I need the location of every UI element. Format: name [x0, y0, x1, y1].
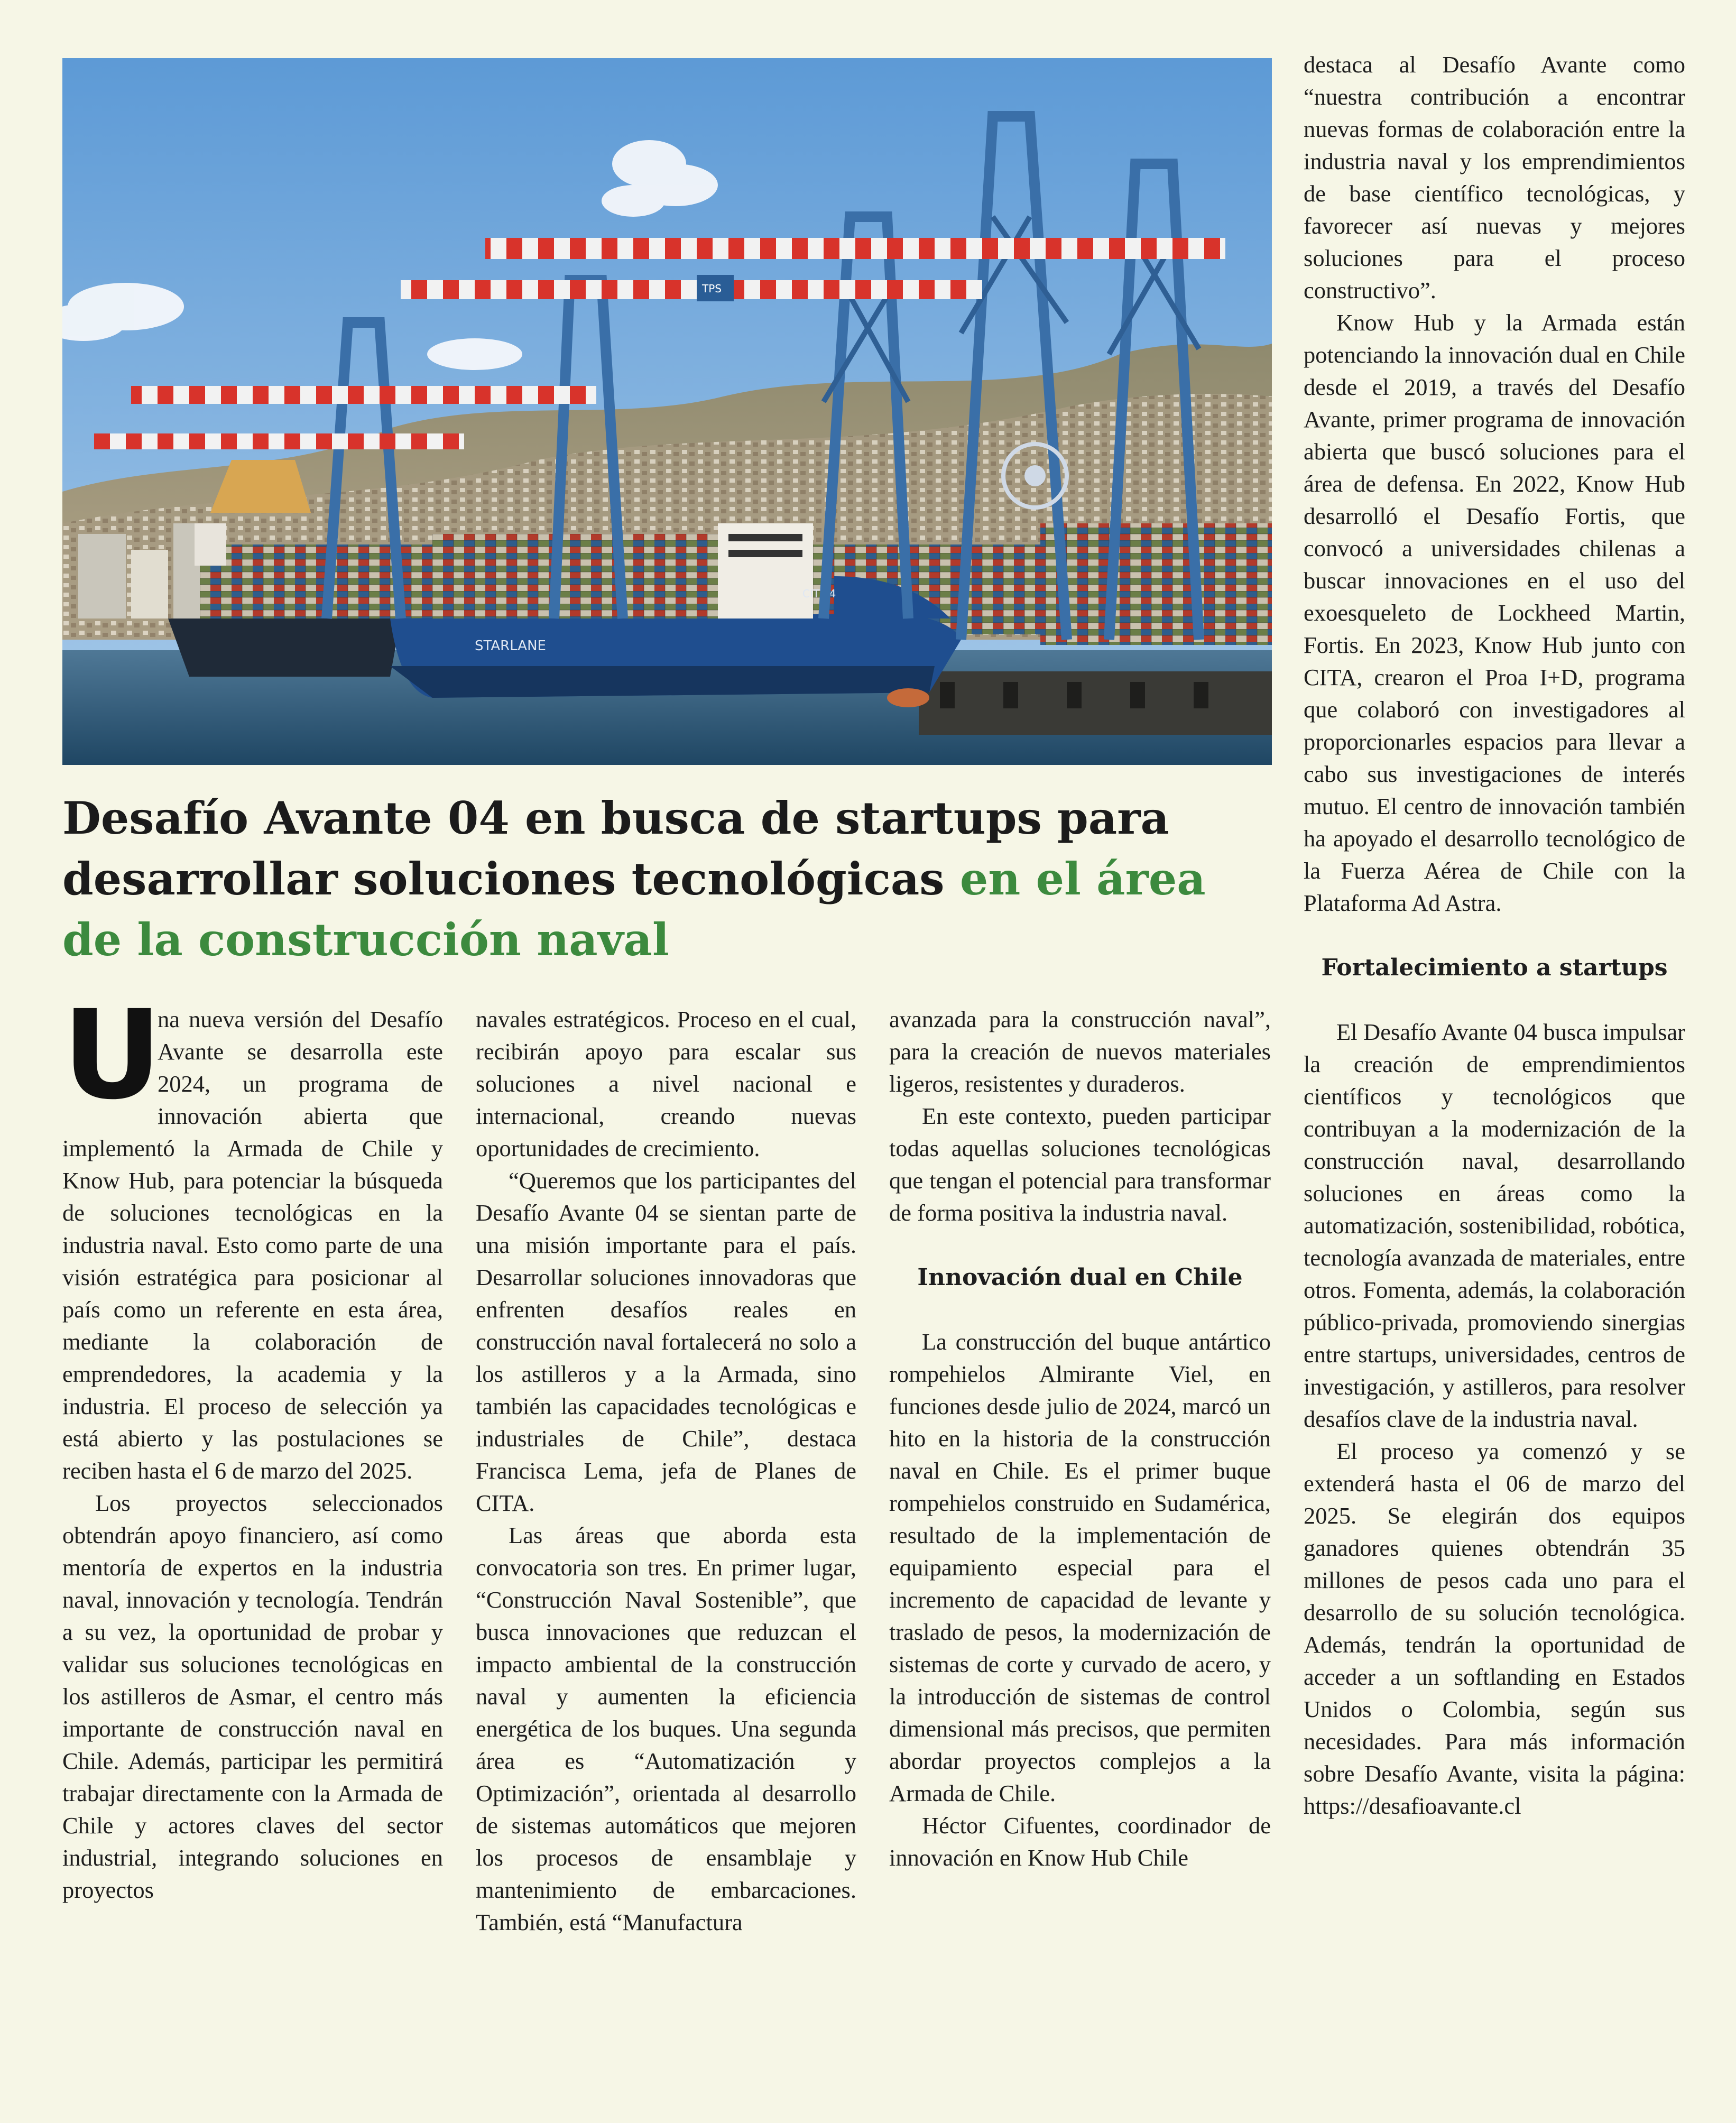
paragraph: Los proyectos seleccionados obtendrán apoyo financiero, así como mentoría de expertos en la industria naval, innovación y tecnología. Tendrán a su vez, la oportunidad de probar y validar sus soluciones tecnológicas en los astilleros de Asmar, el centro más importante de construcción naval en Chile. Además, participar les permitirá trabajar directamente con la Armada de Chile y actores claves del sector industrial, integrando soluciones en proyectos	[62, 1490, 443, 1903]
paragraph: La construcción del buque antártico rompehielos Almirante Viel, en funciones desde julio de 2024, marcó un hito en la historia de la construcción naval en Chile. Es el primer buque rompehielos construido en Sudamérica, resultado de la implementación de equipamiento especial para el incremento de capacidad de levante y traslado de pesos, la modernización de sistemas de corte y curvado de acero, y la introducción de sistemas de control dimensional más precisos, que permiten abordar proyectos complejos a la Armada de Chile.	[889, 1328, 1271, 1806]
crane-badge: TPS	[702, 282, 722, 295]
article-column-4	[1304, 49, 1685, 1822]
article-headline	[62, 788, 1278, 970]
port-photo	[62, 58, 1272, 765]
container-port-illustration	[62, 58, 1272, 765]
paragraph: destaca al Desafío Avante como “nuestra contribución a encontrar nuevas formas de colaboración entre la industria naval y los emprendimientos de base científico tecnológicas, y favorecer así nuevas y mejores soluciones para el proceso constructivo”.	[1304, 51, 1685, 303]
paragraph: Las áreas que aborda esta convocatoria son tres. En primer lugar, “Construcción Naval Sostenible”, que busca innovaciones que reduzcan el impacto ambiental de la construcción naval y aumenten la eficiencia energética de los buques. Una segunda área es “Automatización y Optimización”, orientada al desarrollo de sistemas automáticos que mejoren los procesos de ensamblaje y mantenimiento de embarcaciones. También, está “Manufactura	[476, 1522, 856, 1935]
paragraph: Héctor Cifuentes, coordinador de innovación en Know Hub Chile	[889, 1812, 1271, 1871]
headline-main: Desafío Avante 04 en busca de startups para desarrollar soluciones tecnológicas	[62, 792, 1169, 905]
article-column-3	[889, 1003, 1271, 1874]
subheading-fortalecimiento: Fortalecimiento a startups	[1321, 954, 1668, 981]
paragraph: El proceso ya comenzó y se extenderá hasta el 06 de marzo del 2025. Se elegirán dos equipos ganadores quienes obtendrán 35 millones de pesos cada uno para el desarrollo de su solución tecnológica. Además, tendrán la oportunidad de acceder a un softlanding en Estados Unidos o Colombia, según sus necesidades. Para más información sobre Desafío Avante, visita la página: https://desafioavante.cl	[1304, 1438, 1685, 1819]
paragraph: avanzada para la construcción naval”, para la creación de nuevos materiales ligeros, resistentes y duraderos.	[889, 1006, 1271, 1097]
hull-name: STARLANE	[475, 638, 546, 654]
headline-accent: en el área de la construcción naval	[62, 853, 1206, 966]
bow-name: CITY 4	[802, 587, 836, 600]
paragraph: En este contexto, pueden participar todas aquellas soluciones tecnológicas que tengan el potencial para transformar de forma positiva la industria naval.	[889, 1103, 1271, 1226]
paragraph: navales estratégicos. Proceso en el cual, recibirán apoyo para escalar sus soluciones a nivel nacional e internacional, creando nuevas oportunidades de crecimiento.	[476, 1006, 856, 1161]
article-column-1	[62, 984, 443, 1906]
paragraph: Know Hub y la Armada están potenciando la innovación dual en Chile desde el 2019, a través del Desafío Avante, primer programa de innovación abierta que buscó soluciones para el área de defensa. En 2022, Know Hub desarrolló el Desafío Fortis, que convocó a universidades chilenas a buscar innovaciones en el uso del exoesqueleto de Lockheed Martin, Fortis. En 2023, Know Hub junto con CITA, crearon el Proa I+D, programa que colaboró con investigadores al proporcionarles espacios para llevar a cabo sus investigaciones de interés mutuo. El centro de innovación también ha apoyado el desarrollo tecnológico de la Fuerza Aérea de Chile con la Plataforma Ad Astra.	[1304, 309, 1685, 916]
article-column-2	[476, 1003, 856, 1939]
drop-cap: U	[62, 984, 162, 1127]
subheading-innovacion-dual: Innovación dual en Chile	[917, 1264, 1243, 1291]
paragraph: El Desafío Avante 04 busca impulsar la creación de emprendimientos científicos y tecnológicos que contribuyan a la modernización de la construcción naval, desarrollando soluciones en áreas como la automatización, sostenibilidad, robótica, tecnología avanzada de materiales, entre otros. Fomenta, además, la colaboración público-privada, promoviendo sinergias entre startups, universidades, centros de investigación, y astilleros, para resolver desafíos clave de la industria naval.	[1304, 1019, 1685, 1432]
paragraph: na nueva versión del Desafío Avante se desarrolla este 2024, un programa de innovación abierta que implementó la Armada de Chile y Know Hub, para potenciar la búsqueda de soluciones tecnológicas en la industria naval. Esto como parte de una visión estratégica para posicionar al país como un referente en esta área, mediante la colaboración de emprendedores, la academia y la industria. El proceso de selección ya está abierto y las postulaciones se reciben hasta el 6 de marzo del 2025.	[62, 1006, 443, 1484]
quote-paragraph: “Queremos que los participantes del Desafío Avante 04 se sientan parte de una misión importante para el país. Desarrollar soluciones innovadoras que enfrenten desafíos reales en construcción naval fortalecerá no solo a los astilleros y a la Armada, sino también las capacidades tecnológicas e industriales de Chile”, destaca Francisca Lema, jefa de Planes de CITA.	[476, 1167, 856, 1516]
